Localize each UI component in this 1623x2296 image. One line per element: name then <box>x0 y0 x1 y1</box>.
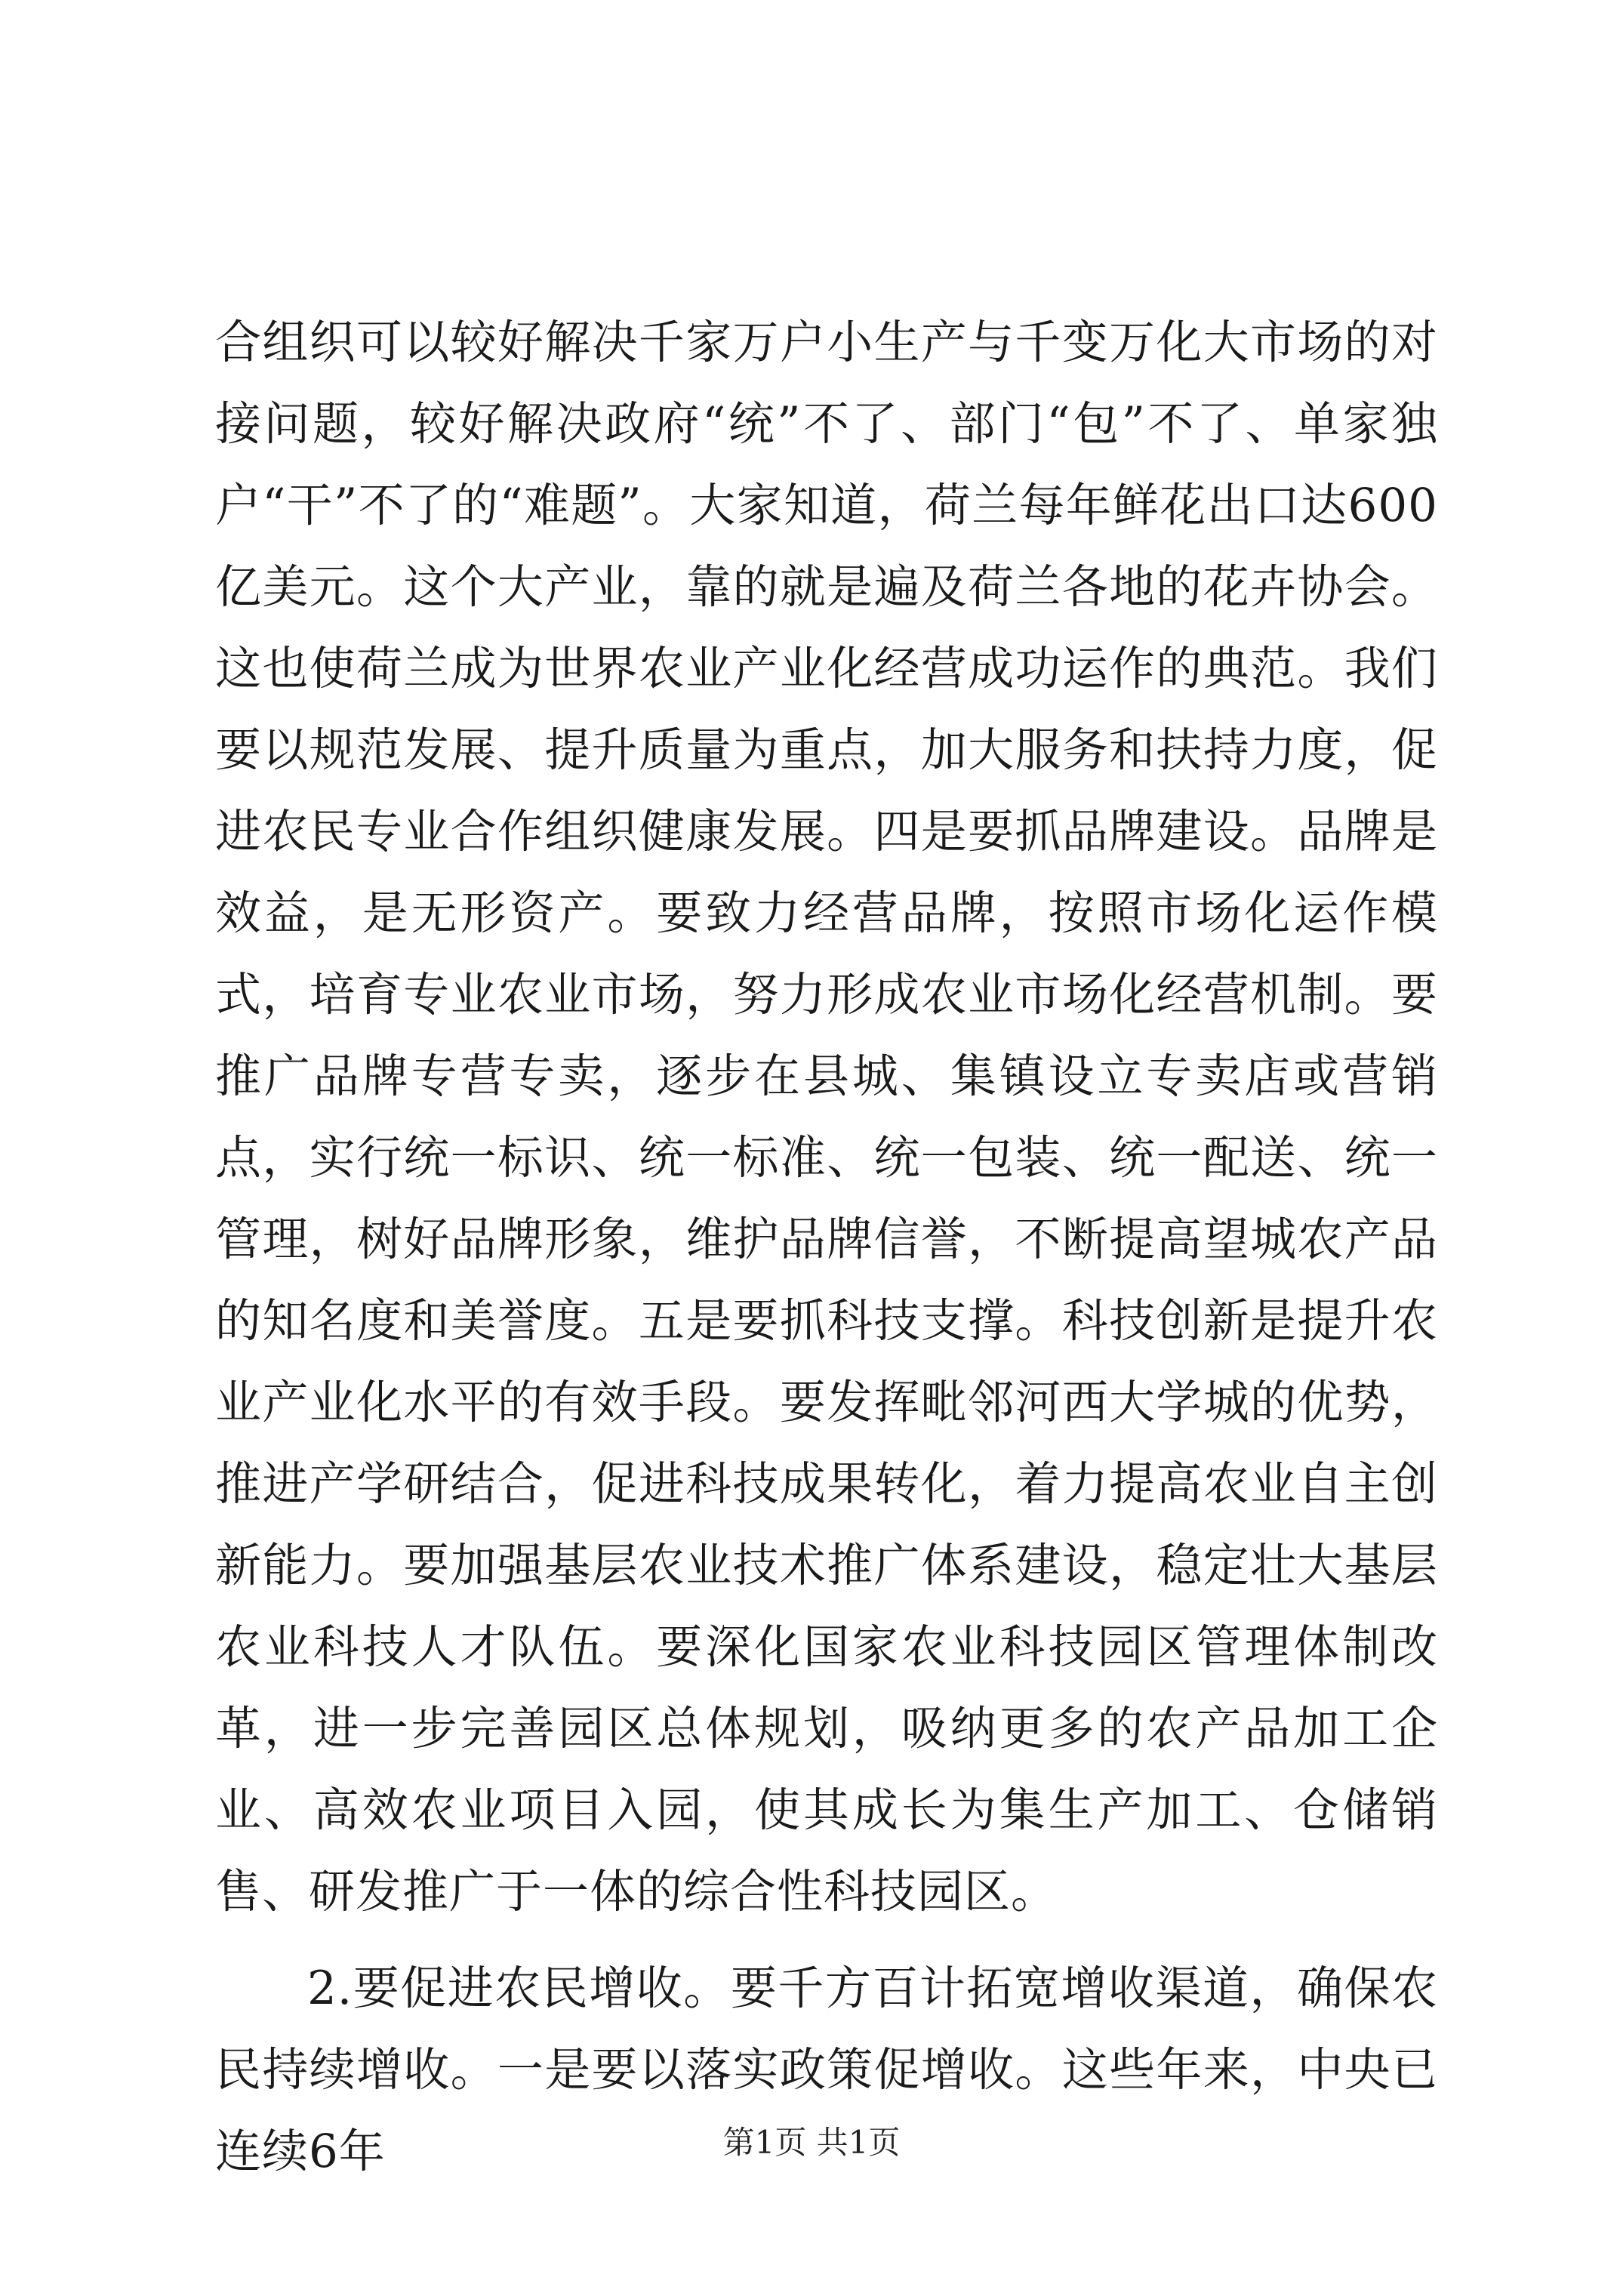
document-body <box>215 302 1438 2193</box>
paragraph-section-2: 2.要促进农民增收。要千方百计拓宽增收渠道，确保农民持续增收。一是要以落实政策促增收。这些年来，中央已连续6年 <box>215 1962 1438 2178</box>
paragraph-continued: 合组织可以较好解决千家万户小生产与千变万化大市场的对接问题，较好解决政府“统”不了、部门“包”不了、单家独户“干”不了的“难题”。大家知道，荷兰每年鲜花出口达600亿美元。这个大产业，靠的就是遍及荷兰各地的花卉协会。这也使荷兰成为世界农业产业化经营成功运作的典范。我们要以规范发展、提升质量为重点，加大服务和扶持力度，促进农民专业合作组织健康发展。四是要抓品牌建设。品牌是效益，是无形资产。要致力经营品牌，按照市场化运作模式，培育专业农业市场，努力形成农业市场化经营机制。要推广品牌专营专卖，逐步在县城、集镇设立专卖店或营销点，实行统一标识、统一标准、统一包装、统一配送、统一管理，树好品牌形象，维护品牌信誉，不断提高望城农产品的知名度和美誉度。五是要抓科技支撑。科技创新是提升农业产业化水平的有效手段。要发挥毗邻河西大学城的优势，推进产学研结合，促进科技成果转化，着力提高农业自主创新能力。要加强基层农业技术推广体系建设，稳定壮大基层农业科技人才队伍。要深化国家农业科技园区管理体制改革，进一步完善园区总体规划，吸纳更多的农产品加工企业、高效农业项目入园，使其成长为集生产加工、仓储销售、研发推广于一体的综合性科技园区。 <box>215 316 1438 1918</box>
page-footer: 第1页 共1页 <box>722 2124 901 2161</box>
